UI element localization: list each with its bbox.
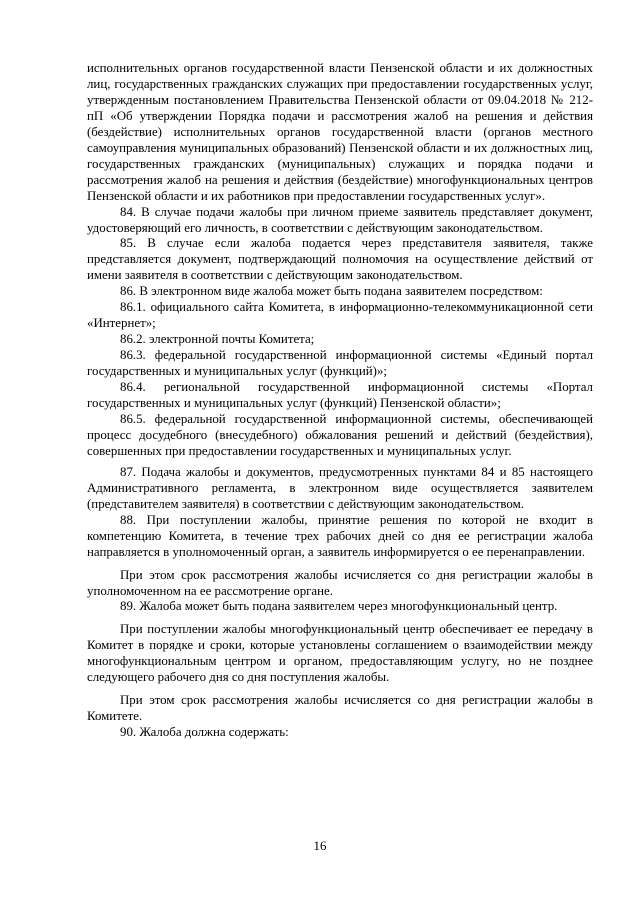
paragraph-86-5: 86.5. федеральной государственной информационной системы, обеспечивающей процесс досудебного (внесудебного) обжалования решений и действий (бездействия), совершенных при предоставлении государственных и муниципальных услуг.: [87, 411, 593, 458]
paragraph-89: 89. Жалоба может быть подана заявителем через многофункциональный центр.: [120, 599, 558, 614]
paragraph-90: 90. Жалоба должна содержать:: [120, 725, 289, 740]
paragraph-89-mfc: При поступлении жалобы многофункциональный центр обеспечивает ее передачу в Комитет в порядке и сроки, которые установлены соглашением о взаимодействии между многофункциональным центром и органом, предоставляющим услугу, но не позднее следующего рабочего дня со дня поступления жалобы.: [87, 622, 593, 685]
paragraph-87: 87. Подача жалобы и документов, предусмотренных пунктами 84 и 85 настоящего Административного регламента, в электронном виде осуществляется заявителем (представителем заявителя) в соответствии с действующим законодательством.: [87, 464, 593, 511]
paragraph-88: 88. При поступлении жалобы, принятие решения по которой не входит в компетенцию Комитета, в течение трех рабочих дней со дня ее регистрации жалоба направляется в уполномоченный орган, а заявитель информируется о ее перенаправлении.: [87, 512, 593, 559]
paragraph-continuation: исполнительных органов государственной власти Пензенской области и их должностных лиц, государственных гражданских служащих при предоставлении государственных услуг, утвержденным постановлением Правительства Пензенской области от 09.04.2018 № 212-пП «Об утверждении Порядка подачи и рассмотрения жалоб на решения и действия (бездействие) исполнительных органов государственной власти (органов местного самоуправления муниципальных образований) Пензенской области и их должностных лиц, государственных гражданских (муниципальных) служащих и порядка подачи и рассмотрения жалоб на решения и действия (бездействие) многофункциональных центров Пензенской области и их работников при предоставлении государственных услуг».: [87, 61, 593, 203]
document-body: [87, 61, 593, 741]
page-number: 16: [313, 839, 327, 853]
paragraph-85: 85. В случае если жалоба подается через представителя заявителя, также представляется документ, подтверждающий полномочия на осуществление действий от имени заявителя в соответствии с действующим законодательством.: [87, 236, 593, 283]
paragraph-86-4: 86.4. региональной государственной информационной системы «Портал государственных и муниципальных услуг (функций) Пензенской области»;: [87, 380, 593, 411]
paragraph-86-3: 86.3. федеральной государственной информационной системы «Единый портал государственных и муниципальных услуг (функций)»;: [87, 348, 593, 379]
paragraph-86-2: 86.2. электронной почты Комитета;: [120, 332, 315, 347]
paragraph-86-1: 86.1. официального сайта Комитета, в информационно-телекоммуникационной сети «Интернет»;: [87, 300, 593, 331]
paragraph-84: 84. В случае подачи жалобы при личном приеме заявитель представляет документ, удостоверяющий его личность, в соответствии с действующим законодательством.: [87, 204, 593, 235]
paragraph-86: 86. В электронном виде жалоба может быть подана заявителем посредством:: [120, 284, 543, 299]
paragraph-88-note: При этом срок рассмотрения жалобы исчисляется со дня регистрации жалобы в уполномоченном на ее рассмотрение органе.: [87, 567, 593, 598]
paragraph-89-note: При этом срок рассмотрения жалобы исчисляется со дня регистрации жалобы в Комитете.: [87, 693, 593, 724]
